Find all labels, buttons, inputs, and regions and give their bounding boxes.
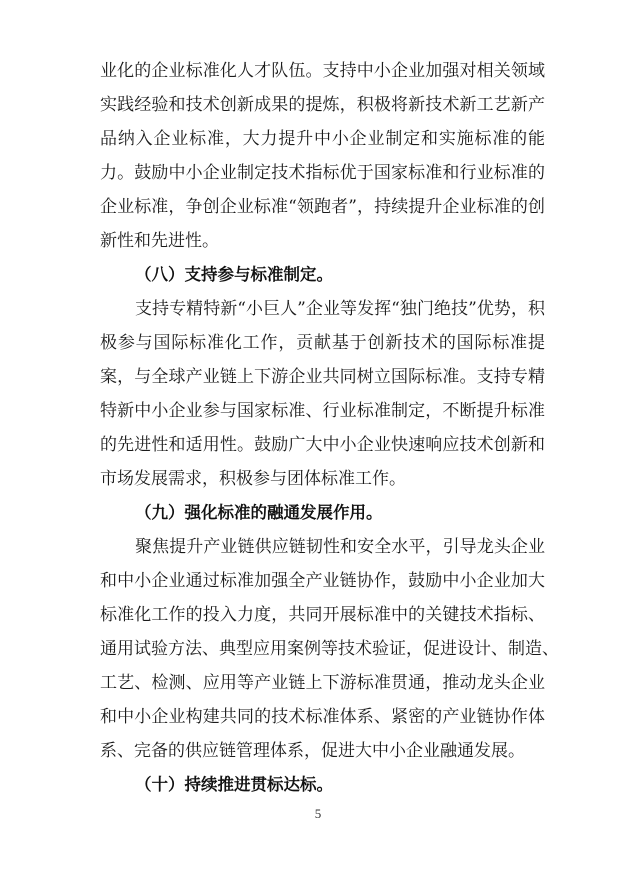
text-line: 新性和先进性。 bbox=[100, 231, 219, 251]
text-line: 企业标准，争创企业标准“领跑者”，持续提升企业标准的创 bbox=[100, 197, 545, 217]
text-line: 支持专精特新“小巨人”企业等发挥“独门绝技”优势，积 bbox=[135, 299, 545, 319]
text-line: 业化的企业标准化人才队伍。支持中小企业加强对相关领域 bbox=[100, 61, 545, 81]
text-line: 品纳入企业标准，大力提升中小企业制定和实施标准的能 bbox=[100, 129, 545, 149]
text-line: 案，与全球产业链上下游企业共同树立国际标准。支持专精 bbox=[100, 367, 545, 387]
text-line: 市场发展需求，积极参与团体标准工作。 bbox=[100, 469, 406, 489]
text-line: 系、完备的供应链管理体系，促进大中小企业融通发展。 bbox=[100, 741, 525, 761]
text-line: 标准化工作的投入力度，共同开展标准中的关键技术指标、 bbox=[100, 605, 545, 625]
text-line: 通用试验方法、典型应用案例等技术验证，促进设计、制造、 bbox=[100, 639, 559, 659]
text-line: 力。鼓励中小企业制定技术指标优于国家标准和行业标准的 bbox=[100, 163, 545, 183]
text-line: 的先进性和适用性。鼓励广大中小企业快速响应技术创新和 bbox=[100, 435, 545, 455]
text-line: 工艺、检测、应用等产业链上下游标准贯通，推动龙头企业 bbox=[100, 673, 545, 693]
text-line: 极参与国际标准化工作，贡献基于创新技术的国际标准提 bbox=[100, 333, 545, 353]
text-line: 聚焦提升产业链供应链韧性和安全水平，引导龙头企业 bbox=[135, 537, 545, 557]
text-line: 实践经验和技术创新成果的提炼，积极将新技术新工艺新产 bbox=[100, 95, 545, 115]
text-line: 和中小企业通过标准加强全产业链协作，鼓励中小企业加大 bbox=[100, 571, 545, 591]
section-heading-9: （九）强化标准的融通发展作用。 bbox=[135, 503, 383, 522]
section-heading-10: （十）持续推进贯标达标。 bbox=[135, 775, 333, 794]
page-number: 5 bbox=[314, 806, 322, 821]
text-line: 和中小企业构建共同的技术标准体系、紧密的产业链协作体 bbox=[100, 707, 545, 727]
text-line: 特新中小企业参与国家标准、行业标准制定，不断提升标准 bbox=[100, 401, 545, 421]
section-heading-8: （八）支持参与标准制定。 bbox=[135, 265, 333, 284]
